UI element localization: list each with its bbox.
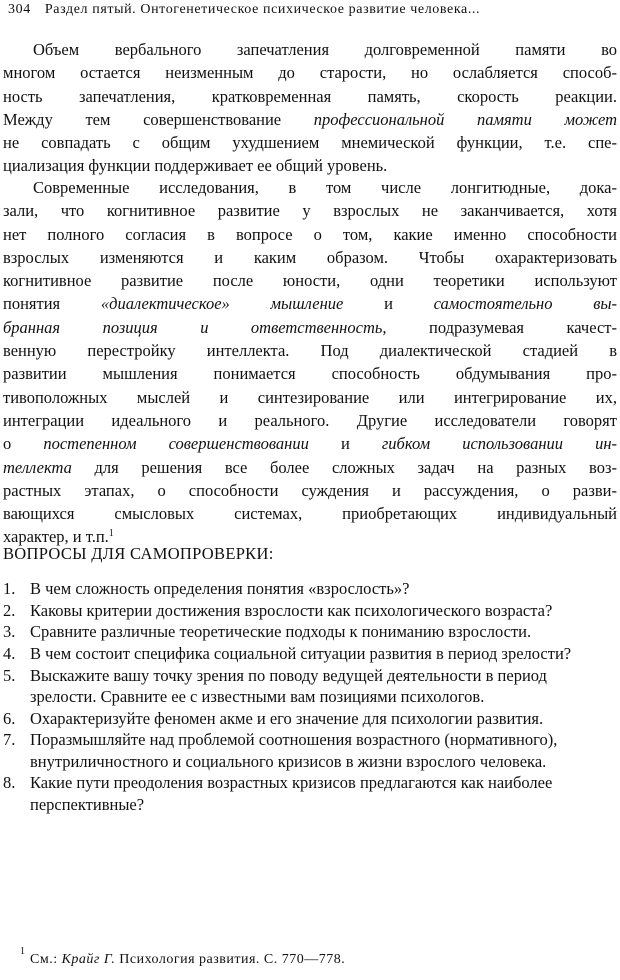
text-line: Современные исследования, в том числе лонгитюдные, дока- [33, 178, 617, 197]
text-span: и [340, 434, 350, 454]
footnote-prefix: См.: [30, 952, 58, 967]
question-text: Охарактеризуйте феномен акме и его значение для психологии развития. [30, 708, 544, 728]
question-number: 2. [3, 600, 16, 620]
paragraph-memory [3, 38, 617, 178]
question-text: Каковы критерии достижения взрослости как психологического возраста? [30, 600, 553, 620]
italic-term: использовании [462, 434, 564, 454]
text-line: тивоположных мыслей и синтезирование или интегрирование их, [3, 387, 617, 407]
question-number: 7. [3, 730, 16, 750]
italic-term: бранная позиция и ответственность, [3, 317, 387, 337]
footnote-reference: 1 [108, 528, 114, 540]
text-line: Объем вербального запечатления долговременной памяти во [33, 40, 617, 59]
running-title: Раздел пятый. Онтогенетическое психическое развитие человека... [44, 2, 481, 17]
text-line [3, 108, 617, 131]
italic-term: «диалектическое» [100, 294, 230, 314]
question-text: Сравните различные теоретические подходы к пониманию взрослости. [30, 622, 532, 642]
italic-term: самостоятельно [433, 294, 553, 314]
running-header [8, 2, 480, 18]
text-line [3, 456, 617, 479]
question-number: 3. [3, 622, 16, 642]
italic-term: теллекта [3, 457, 72, 477]
text-line: ность запечатления, кратковременная память, скорость реакции. [3, 86, 617, 106]
text-line: многом остается неизменным до старости, но ослабляется способ- [3, 63, 617, 83]
italic-term: постепенном [43, 434, 137, 454]
question-text: Выскажите вашу точку зрения по поводу ведущей деятельности в период зрелости. Сравните ее с известными вам позициями психологов. [30, 665, 547, 707]
text-line: циализация функции поддерживает ее общий уровень. [3, 156, 388, 176]
text-span: для решения все более сложных задач на разных воз- [94, 457, 617, 477]
question-text: Поразмышляйте над проблемой соотношения возрастного (нормативного), внутриличностного и социального кризисов в жизни взрослого человека. [30, 730, 558, 771]
paragraph-cognitive [3, 176, 617, 549]
text-line: развитии мышления понимается способность обдумывания про- [3, 364, 617, 384]
question-item [3, 708, 617, 729]
italic-term: ин- [595, 434, 618, 454]
question-number: 8. [3, 773, 16, 793]
text-line [3, 292, 617, 315]
text-line: венную перестройку интеллекта. Под диалектической стадией в [3, 341, 617, 361]
text-span: подразумевая качест- [428, 317, 617, 337]
text-line: зали, что когнитивное развитие у взрослых не заканчивается, хотя [3, 201, 617, 221]
text-line [3, 316, 617, 339]
italic-term: вы- [593, 294, 618, 314]
text-line: когнитивное развитие после юности, одни теоретики используют [3, 271, 617, 291]
question-item [3, 665, 617, 707]
question-number: 1. [3, 579, 16, 598]
text-span: о [3, 434, 12, 454]
questions-list [3, 578, 617, 815]
footnote-author: Крайг Г. [61, 952, 116, 967]
text-span: Между тем совершенствование [3, 109, 282, 129]
question-text: Какие пути преодоления возрастных кризисов предлагаются как наиболее перспективные? [30, 773, 553, 814]
text-line: интеграции идеального и реального. Другие исследователи говорят [3, 410, 617, 430]
italic-term: мышление [270, 294, 344, 314]
text-span: характер, и т.п. [3, 527, 109, 547]
page-number: 304 [8, 2, 31, 17]
question-text: В чем состоит специфика социальной ситуации развития в период зрелости? [30, 644, 572, 664]
footnote [20, 946, 346, 968]
text-line: растных этапах, о способности суждения и рассуждения, о разви- [3, 480, 617, 500]
question-item [3, 729, 617, 771]
question-item [3, 621, 617, 642]
question-number: 4. [3, 644, 16, 664]
question-text: В чем сложность определения понятия «взрослость»? [30, 579, 410, 598]
footnote-source: Психология развития. С. 770—778. [119, 952, 346, 967]
text-line: взрослых изменяются и каким образом. Чтобы охарактеризовать [3, 247, 617, 267]
text-line: нет полного согласия в вопросе о том, какие именно способности [3, 224, 617, 244]
text-span: понятия [3, 294, 61, 314]
question-item [3, 772, 617, 814]
text-line: не совпадать с общим ухудшением мнемической функции, т.е. спе- [3, 133, 617, 153]
text-line [3, 432, 617, 455]
text-span: и [384, 294, 393, 314]
question-item [3, 643, 617, 664]
text-line: вающихся смысловых системах, приобретающих индивидуальный [3, 504, 617, 524]
questions-heading: ВОПРОСЫ ДЛЯ САМОПРОВЕРКИ: [3, 544, 274, 563]
question-item [3, 578, 617, 599]
question-item [3, 600, 617, 621]
question-number: 6. [3, 708, 16, 728]
italic-term: совершенствовании [168, 434, 309, 454]
footnote-mark: 1 [20, 946, 26, 957]
italic-term: профессиональной памяти может [313, 109, 618, 129]
question-number: 5. [3, 665, 16, 685]
italic-term: гибком [381, 434, 431, 454]
